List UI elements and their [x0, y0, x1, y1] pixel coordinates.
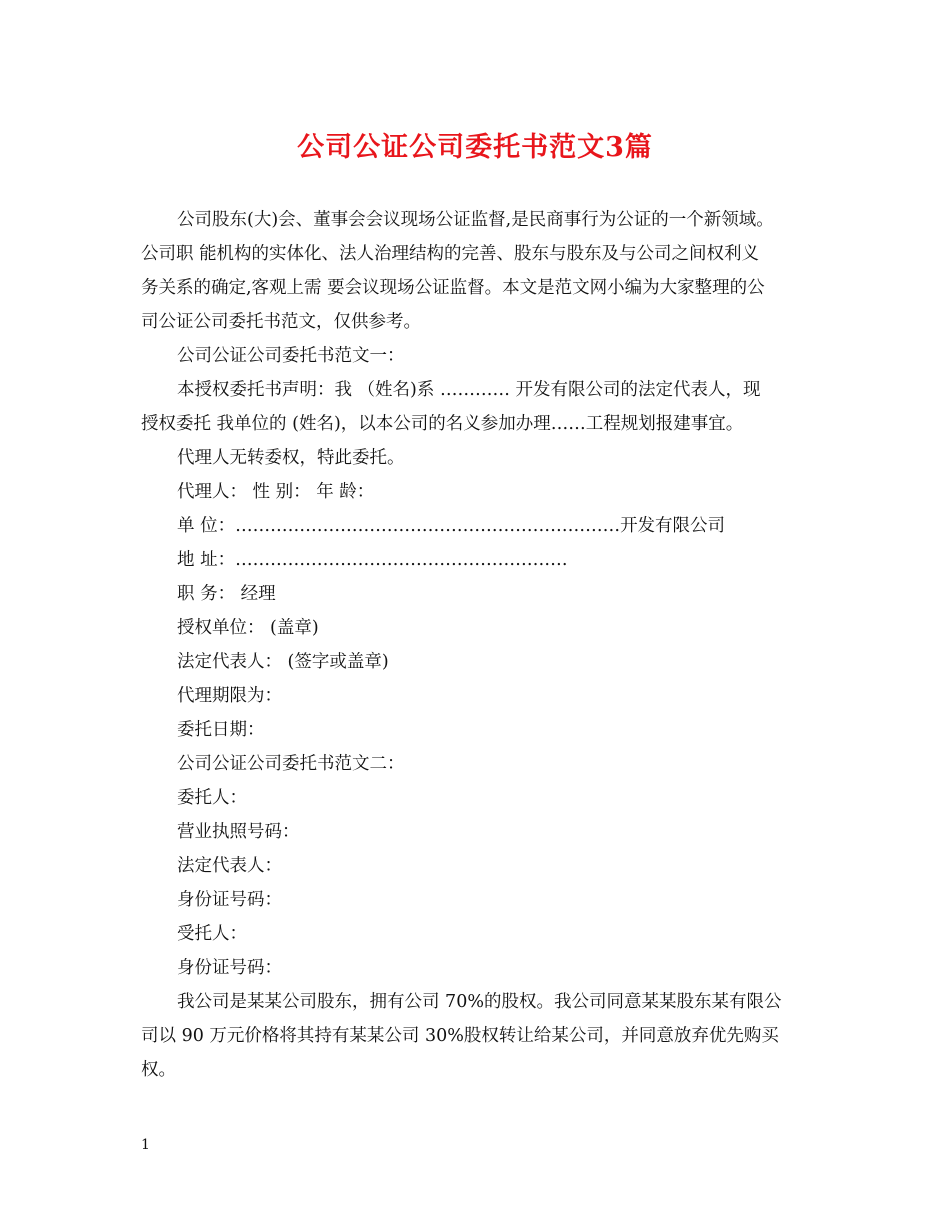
field-unit: 单 位：…………………………………………………………开发有限公司 — [177, 516, 726, 536]
document-body — [141, 203, 831, 1087]
paragraph-statement: 本授权委托书声明：我 （姓名)系 ………… 开发有限公司的法定代表人，现 — [177, 380, 761, 400]
field-id-number: 身份证号码： — [177, 890, 282, 910]
field-license-number: 营业执照号码： — [177, 822, 300, 842]
paragraph-no-delegation: 代理人无转委权，特此委托。 — [177, 448, 405, 468]
field-trustee-id-number: 身份证号码： — [177, 958, 282, 978]
text-line-continuation: 公司职 能机构的实体化、法人治理结构的完善、股东与股东及与公司之间权利义 — [141, 244, 760, 264]
paragraph-intro — [141, 203, 831, 237]
text-line-continuation: 权。 — [141, 1060, 176, 1080]
field-position: 职 务： 经理 — [177, 584, 276, 604]
document-title: 公司公证公司委托书范文3篇 — [297, 132, 653, 163]
field-agency-period: 代理期限为： — [177, 686, 282, 706]
text-line-continuation: 司以 90 万元价格将其持有某某公司 30%股权转让给某公司，并同意放弃优先购买 — [141, 1026, 779, 1046]
text-line-continuation: 授权委托 我单位的 (姓名)，以本公司的名义参加办理……工程规划报建事宜。 — [141, 414, 744, 434]
section-heading-two: 公司公证公司委托书范文二： — [177, 754, 405, 774]
field-address: 地 址：………………………………………………… — [177, 550, 568, 570]
paragraph-share-transfer: 我公司是某某公司股东，拥有公司 70%的股权。我公司同意某某股东某有限公 — [177, 992, 782, 1012]
field-trustee: 受托人： — [177, 924, 247, 944]
field-principal: 委托人： — [177, 788, 247, 808]
text-line-continuation: 务关系的确定,客观上需 要会议现场公证监督。本文是范文网小编为大家整理的公 — [141, 278, 765, 298]
section-heading-one: 公司公证公司委托书范文一： — [177, 346, 405, 366]
field-agent: 代理人： 性 别： 年 龄： — [177, 482, 375, 502]
field-authorizing-unit: 授权单位： (盖章) — [177, 618, 319, 638]
text-line: 公司股东(大)会、董事会会议现场公证监督,是民商事行为公证的一个新领域。 — [177, 210, 774, 230]
page-number: 1 — [141, 1137, 150, 1153]
field-entrust-date: 委托日期： — [177, 720, 265, 740]
text-line-continuation: 司公证公司委托书范文，仅供参考。 — [141, 312, 421, 332]
field-legal-rep: 法定代表人： (签字或盖章) — [177, 652, 389, 672]
field-legal-rep-2: 法定代表人： — [177, 856, 282, 876]
